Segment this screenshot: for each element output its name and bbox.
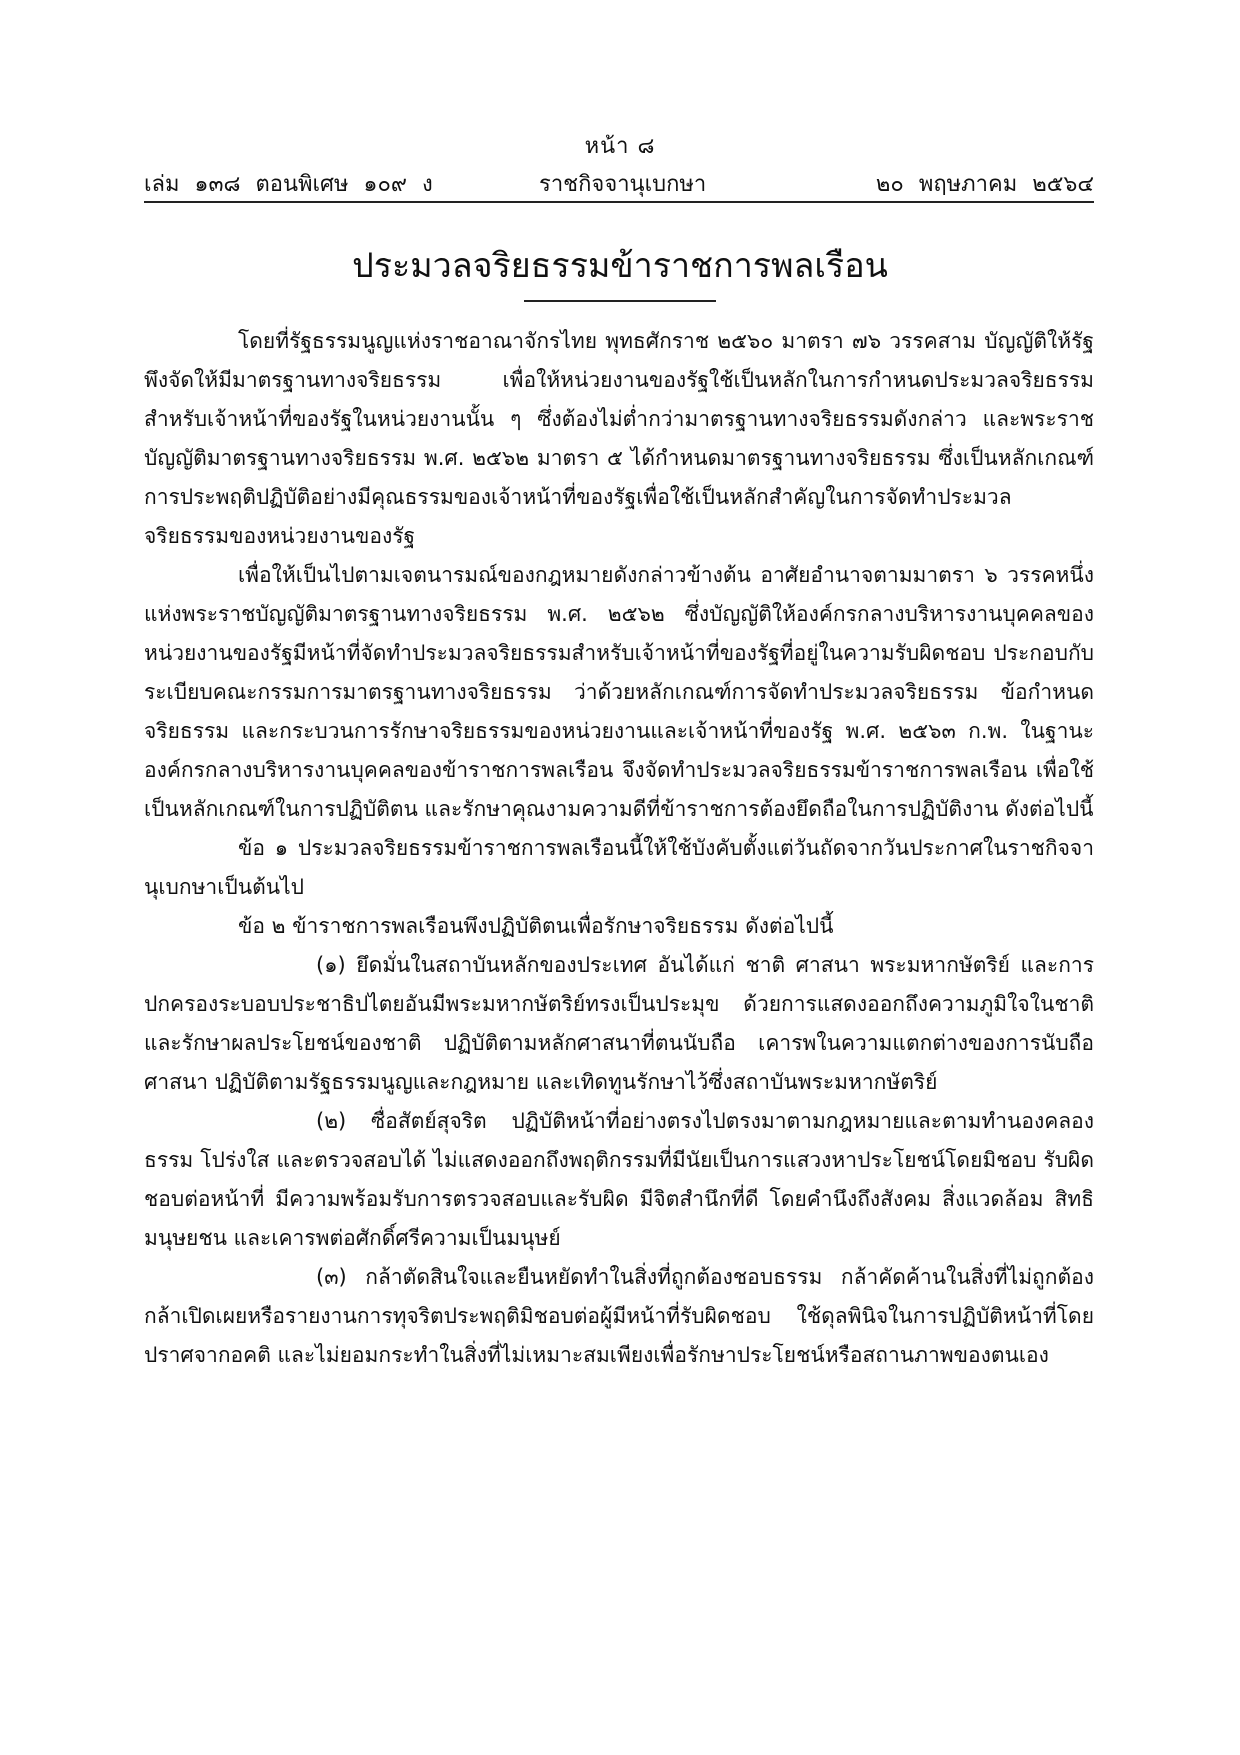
- preamble-paragraph-2: เพื่อให้เป็นไปตามเจตนารมณ์ของกฎหมายดังกล่าวข้างต้น อาศัยอำนาจตามมาตรา ๖ วรรคหนึ่ง แห่งพระราชบัญญัติมาตรฐานทางจริยธรรม พ.ศ. ๒๕๖๒ ซึ่งบัญญัติให้องค์กรกลางบริหารงานบุคคลของหน่วยงานของรัฐมีหน้าที่จัดทำประมวลจริยธรรมสำหรับเจ้าหน้าที่ของรัฐที่อยู่ในความรับผิดชอบ ประกอบกับระเบียบคณะกรรมการมาตรฐานทางจริยธรรม ว่าด้วยหลักเกณฑ์การจัดทำประมวลจริยธรรม ข้อกำหนดจริยธรรม และกระบวนการรักษาจริยธรรมของหน่วยงานและเจ้าหน้าที่ของรัฐ พ.ศ. ๒๕๖๓ ก.พ. ในฐานะองค์กรกลางบริหารงานบุคคลของข้าราชการพลเรือน จึงจัดทำประมวลจริยธรรมข้าราชการพลเรือน เพื่อใช้เป็นหลักเกณฑ์ในการปฏิบัติตน และรักษาคุณงามความดีที่ข้าราชการต้องยึดถือในการปฏิบัติงาน ดังต่อไปนี้: [144, 563, 1094, 821]
- preamble-paragraph-1: โดยที่รัฐธรรมนูญแห่งราชอาณาจักรไทย พุทธศักราช ๒๕๖๐ มาตรา ๗๖ วรรคสาม บัญญัติให้รัฐพึงจัดให้มีมาตรฐานทางจริยธรรม เพื่อให้หน่วยงานของรัฐใช้เป็นหลักในการกำหนดประมวลจริยธรรมสำหรับเจ้าหน้าที่ของรัฐในหน่วยงานนั้น ๆ ซึ่งต้องไม่ต่ำกว่ามาตรฐานทางจริยธรรมดังกล่าว และพระราชบัญญัติมาตรฐานทางจริยธรรม พ.ศ. ๒๕๖๒ มาตรา ๕ ได้กำหนดมาตรฐานทางจริยธรรม ซึ่งเป็นหลักเกณฑ์การประพฤติปฏิบัติอย่างมีคุณธรรมของเจ้าหน้าที่ของรัฐเพื่อใช้เป็นหลักสำคัญในการจัดทำประมวลจริยธรรมของหน่วยงานของรัฐ: [144, 329, 1094, 548]
- clause-2-item-1: (๑) ยึดมั่นในสถาบันหลักของประเทศ อันได้แก่ ชาติ ศาสนา พระมหากษัตริย์ และการปกครองระบอบประชาธิปไตยอันมีพระมหากษัตริย์ทรงเป็นประมุข ด้วยการแสดงออกถึงความภูมิใจในชาติและรักษาผลประโยชน์ของชาติ ปฏิบัติตามหลักศาสนาที่ตนนับถือ เคารพในความแตกต่างของการนับถือศาสนา ปฏิบัติตามรัฐธรรมนูญและกฎหมาย และเทิดทูนรักษาไว้ซึ่งสถาบันพระมหากษัตริย์: [144, 953, 1094, 1094]
- document-title: ประมวลจริยธรรมข้าราชการพลเรือน: [352, 246, 888, 286]
- title-underline: [524, 300, 716, 302]
- gazette-header: [144, 166, 1094, 196]
- page-number: หน้า ๘: [584, 134, 656, 159]
- clause-2-item-2: (๒) ซื่อสัตย์สุจริต ปฏิบัติหน้าที่อย่างตรงไปตรงมาตามกฎหมายและตามทำนองคลองธรรม โปร่งใส และตรวจสอบได้ ไม่แสดงออกถึงพฤติกรรมที่มีนัยเป็นการแสวงหาประโยชน์โดยมิชอบ รับผิดชอบต่อหน้าที่ มีความพร้อมรับการตรวจสอบและรับผิด มีจิตสำนึกที่ดี โดยคำนึงถึงสังคม สิ่งแวดล้อม สิทธิมนุษยชน และเคารพต่อศักดิ์ศรีความเป็นมนุษย์: [144, 1109, 1094, 1250]
- clause-2: ข้อ ๒ ข้าราชการพลเรือนพึงปฏิบัติตนเพื่อรักษาจริยธรรม ดังต่อไปนี้: [238, 914, 834, 938]
- volume-issue: เล่ม ๑๓๘ ตอนพิเศษ ๑๐๙ ง: [144, 172, 433, 197]
- document-body: [144, 322, 1094, 1375]
- publication-name: ราชกิจจานุเบกษา: [539, 172, 707, 197]
- header-divider: [144, 201, 1094, 203]
- clause-1: ข้อ ๑ ประมวลจริยธรรมข้าราชการพลเรือนนี้ให้ใช้บังคับตั้งแต่วันถัดจากวันประกาศในราชกิจจานุเบกษาเป็นต้นไป: [144, 836, 1094, 899]
- publication-date: ๒๐ พฤษภาคม ๒๕๖๔: [875, 172, 1094, 197]
- clause-2-item-3: (๓) กล้าตัดสินใจและยืนหยัดทำในสิ่งที่ถูกต้องชอบธรรม กล้าคัดค้านในสิ่งที่ไม่ถูกต้อง กล้าเปิดเผยหรือรายงานการทุจริตประพฤติมิชอบต่อผู้มีหน้าที่รับผิดชอบ ใช้ดุลพินิจในการปฏิบัติหน้าที่โดยปราศจากอคติ และไม่ยอมกระทำในสิ่งที่ไม่เหมาะสมเพียงเพื่อรักษาประโยชน์หรือสถานภาพของตนเอง: [144, 1265, 1094, 1367]
